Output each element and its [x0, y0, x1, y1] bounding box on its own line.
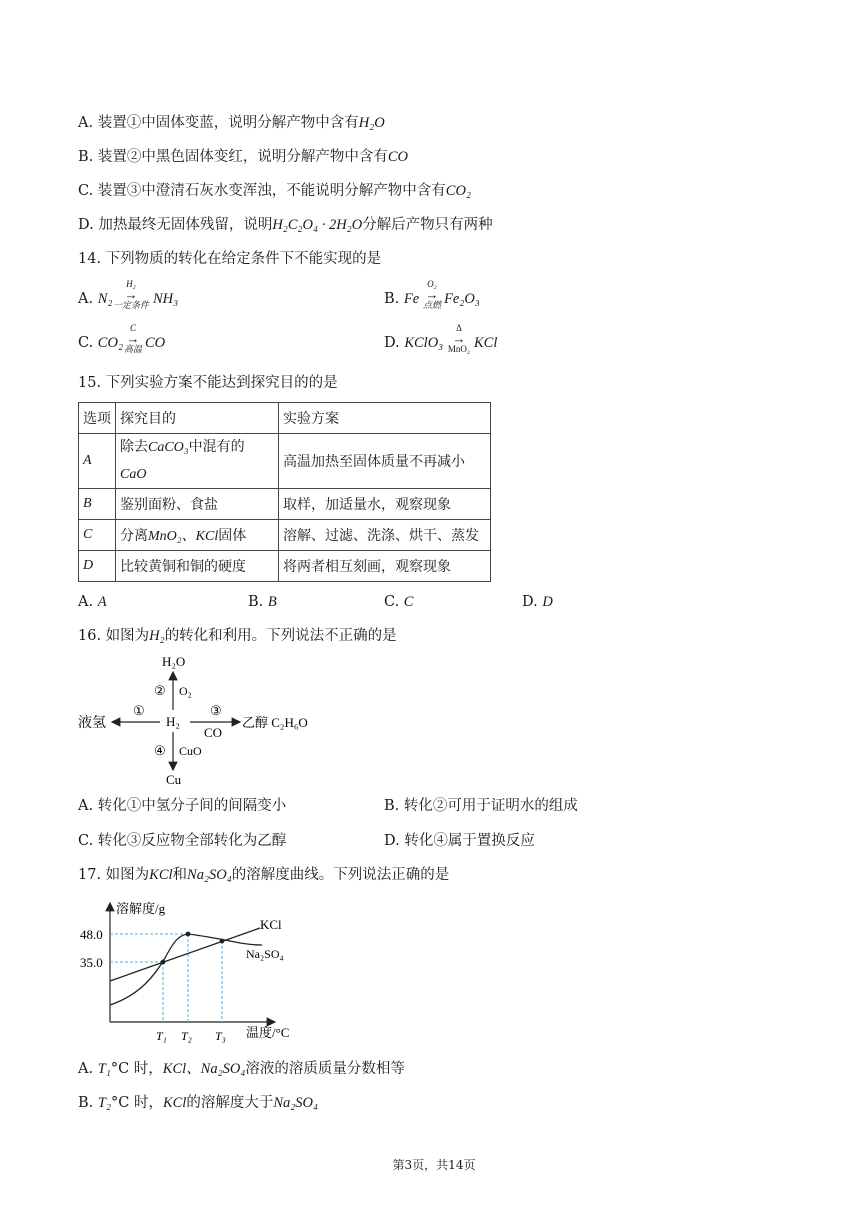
formula: CO [387, 149, 409, 165]
x-axis-label: 温度/°C [246, 1025, 290, 1040]
table-row: D 比较黄铜和铜的硬度 将两者相互刻画，观察现象 [79, 551, 491, 582]
svg-text:①: ① [133, 703, 145, 718]
header-option: 选项 [79, 403, 116, 434]
q15-answer-b: B. B [248, 594, 277, 610]
q15-table [78, 402, 491, 582]
right-arrow-icon: → [124, 287, 138, 302]
diagram-bottom-product: Cu [166, 772, 182, 787]
svg-text:O₂: O₂ [179, 684, 192, 698]
right-arrow-icon: → [452, 331, 466, 346]
svg-text:④: ④ [154, 743, 166, 758]
q14-c-arrow: C → 高温 [119, 323, 147, 354]
y-axis-label: 溶解度/g [116, 901, 166, 916]
q14-d-arrow: Δ → MnO₂ [444, 323, 474, 354]
series-label-na2so4: Na₂SO₄ [246, 947, 284, 961]
diagram-right-product: 乙醇 C₂H₆O [242, 715, 308, 730]
h2-conversion-diagram [70, 650, 350, 790]
table-row: C 分离MnO₂、KCl固体 溶解、过滤、洗涤、烘干、蒸发 [79, 520, 491, 551]
header-plan: 实验方案 [279, 403, 491, 434]
formula: H₂O [358, 115, 385, 131]
q14-option-d: D. KClO₃ [384, 335, 444, 351]
svg-text:CuO: CuO [179, 744, 202, 758]
q14-d-product: KCl [474, 335, 498, 351]
q14-c-product: CO [145, 335, 166, 351]
q16-option-a: A. 转化①中氢分子间的间隔变小 [78, 798, 287, 814]
q14-b-product: Fe₂O₃ [444, 291, 480, 307]
q14-a-product: NH₃ [153, 291, 179, 307]
q13-option-b: B. 装置②中黑色固体变红，说明分解产物中含有CO [78, 149, 409, 165]
table-row: B 鉴别面粉、食盐 取样，加适量水，观察现象 [79, 489, 491, 520]
q17-stem: 17. 如图为KCl和Na₂SO₄的溶解度曲线。下列说法正确的是 [78, 867, 450, 883]
diagram-center: H₂ [166, 714, 180, 729]
q16-stem: 16. 如图为H₂的转化和利用。下列说法不正确的是 [78, 628, 397, 644]
q15-answer-a: A. A [78, 594, 107, 610]
q14-stem: 14. 下列物质的转化在给定条件下不能实现的是 [78, 251, 382, 267]
series-line-na2so4 [110, 934, 262, 1005]
table-row: A 除去CaCO₃中混有的 CaO 高温加热至固体质量不再减小 [79, 434, 491, 489]
formula: H₂C₂O₄ · 2H₂O [272, 217, 363, 233]
diagram-left-product: 液氢 [78, 716, 106, 731]
svg-text:②: ② [154, 683, 166, 698]
q13-option-a: A. 装置①中固体变蓝，说明分解产物中含有H₂O [78, 115, 385, 131]
solubility-chart [70, 895, 340, 1055]
q15-answer-d: D. D [522, 594, 553, 610]
q15-stem: 15. 下列实验方案不能达到探究目的的是 [78, 375, 338, 391]
svg-text:③: ③ [210, 703, 222, 718]
right-arrow-icon: → [126, 331, 140, 346]
data-point [220, 939, 225, 944]
svg-text:CO: CO [204, 725, 223, 740]
q14-option-b: B. Fe [384, 291, 420, 307]
diagram-top-product: H₂O [162, 654, 186, 669]
header-goal: 探究目的 [116, 403, 279, 434]
q13-option-d: D. 加热最终无固体残留，说明H₂C₂O₄ · 2H₂O分解后产物只有两种 [78, 217, 493, 233]
q17-option-b: B. T₂°C 时，KCl的溶解度大于Na₂SO₄ [78, 1095, 319, 1111]
q14-b-arrow: O₂ → 点燃 [418, 279, 446, 310]
q14-option-a: A. N₂ [78, 291, 113, 307]
q16-option-c: C. 转化③反应物全部转化为乙醇 [78, 833, 287, 849]
right-arrow-icon: → [425, 287, 439, 302]
series-line-kcl [110, 928, 260, 981]
q14-option-c: C. CO₂ [78, 335, 123, 351]
y-tick-label: 35.0 [80, 955, 103, 970]
formula: CO₂ [445, 183, 471, 199]
x-tick-label: T₂ [181, 1029, 192, 1043]
x-tick-label: T₃ [215, 1029, 226, 1043]
q16-option-b: B. 转化②可用于证明水的组成 [384, 798, 578, 814]
table-header-row [79, 403, 491, 434]
series-label-kcl: KCl [260, 917, 282, 932]
q13-option-c: C. 装置③中澄清石灰水变浑浊，不能说明分解产物中含有CO₂ [78, 183, 471, 199]
q17-option-a: A. T₁°C 时，KCl、Na₂SO₄溶液的溶质质量分数相等 [78, 1061, 405, 1077]
q15-answer-c: C. C [384, 594, 414, 610]
q14-a-arrow: H₂ → 一定条件 [112, 279, 149, 310]
data-point [186, 932, 191, 937]
y-tick-label: 48.0 [80, 927, 103, 942]
page-footer: 第3页，共14页 [392, 1158, 476, 1172]
q16-option-d: D. 转化④属于置换反应 [384, 833, 535, 849]
x-tick-label: T₁ [156, 1029, 167, 1043]
data-point [161, 960, 166, 965]
